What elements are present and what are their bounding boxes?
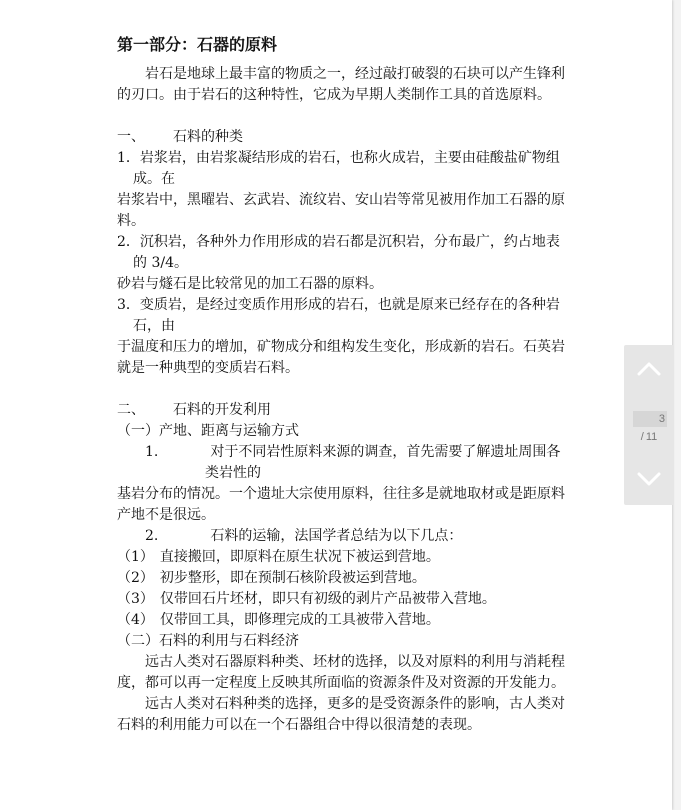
paragraph-3: 远古人类对石器原料种类、坯材的选择，以及对原料的利用与消耗程度，都可以再一定程度上反映其所面临的资源条件及对资源的开发能力。 [117, 654, 565, 691]
section2-num: 二、 [117, 402, 145, 418]
spacer [117, 106, 565, 127]
list-item-num: （4） [117, 612, 154, 628]
page-indicator [629, 409, 669, 453]
rock-type-2-cont: 砂岩与燧石是比较常见的加工石器的原料。 [117, 276, 383, 292]
chevron-up-icon [637, 361, 661, 377]
page-content [117, 34, 565, 736]
transport-list [117, 547, 565, 631]
list-item [117, 589, 565, 610]
numbered-paragraph-1-cont: 基岩分布的情况。一个遗址大宗使用原料，往往多是就地取材或是距原料产地不是很远。 [117, 486, 565, 523]
intro-paragraph: 岩石是地球上最丰富的物质之一，经过敲打破裂的石块可以产生锋利的刃口。由于岩石的这种特性，它成为早期人类制作工具的首选原料。 [117, 66, 565, 103]
rock-type-3-cont: 于温度和压力的增加，矿物成分和组构发生变化，形成新的岩石。石英岩就是一种典型的变质岩石料。 [117, 339, 565, 376]
list-item [117, 610, 565, 631]
paragraph-4: 远古人类对石料种类的选择，更多的是受资源条件的影响，古人类对石料的利用能力可以在一个石器组合中得以很清楚的表现。 [117, 696, 565, 733]
rock-type-3: 3．变质岩，是经过变质作用形成的岩石，也就是原来已经存在的各种岩石，由 [117, 297, 560, 334]
paragraph-2-num: 2. [145, 528, 159, 544]
list-item-text: 初步整形，即在预制石核阶段被运到营地。 [159, 570, 426, 586]
section2-title: 石料的开发利用 [173, 402, 271, 418]
chevron-down-icon [637, 471, 661, 487]
rock-type-2: 2．沉积岩，各种外力作用形成的岩石都是沉积岩，分布最广，约占地表的 3/4。 [117, 234, 560, 271]
paragraph-2-text: 石料的运输，法国学者总结为以下几点： [210, 528, 463, 544]
numbered-paragraph-2 [117, 526, 565, 547]
section1-num: 一、 [117, 129, 145, 145]
list-item-num: （1） [117, 549, 154, 565]
list-item-num: （3） [117, 591, 154, 607]
total-pages-number: 11 [645, 431, 658, 443]
next-page-button[interactable] [624, 455, 674, 505]
list-item [117, 547, 565, 568]
page-slash: / [640, 431, 644, 443]
spacer [117, 379, 565, 400]
list-item-text: 仅带回石片坯材，即只有初级的剥片产品被带入营地。 [159, 591, 496, 607]
subsection-2-heading: （二）石料的利用与石料经济 [117, 633, 299, 649]
paragraph-1-num: 1. [145, 444, 159, 460]
section2-heading [117, 400, 565, 421]
list-item [117, 568, 565, 589]
total-pages [629, 431, 669, 443]
list-item-text: 仅带回工具，即修理完成的工具被带入营地。 [159, 612, 440, 628]
section1-title: 石料的种类 [173, 129, 243, 145]
previous-page-button[interactable] [624, 345, 674, 395]
list-item-num: （2） [117, 570, 154, 586]
list-item-text: 直接搬回，即原料在原生状况下被运到营地。 [159, 549, 440, 565]
rock-type-1-cont: 岩浆岩中，黑曜岩、玄武岩、流纹岩、安山岩等常见被用作加工石器的原料。 [117, 192, 565, 229]
rock-type-1: 1．岩浆岩，由岩浆凝结形成的岩石，也称火成岩，主要由硅酸盐矿物组成。在 [117, 150, 560, 187]
paragraph-1-text: 对于不同岩性原料来源的调查，首先需要了解遗址周围各类岩性的 [205, 444, 561, 481]
page-navigator [624, 345, 674, 505]
current-page-number[interactable]: 3 [633, 411, 667, 427]
subsection-1-heading: （一）产地、距离与运输方式 [117, 423, 299, 439]
numbered-paragraph-1 [117, 442, 565, 484]
page-title: 第一部分：石器的原料 [117, 35, 278, 54]
section1-heading [117, 127, 565, 148]
